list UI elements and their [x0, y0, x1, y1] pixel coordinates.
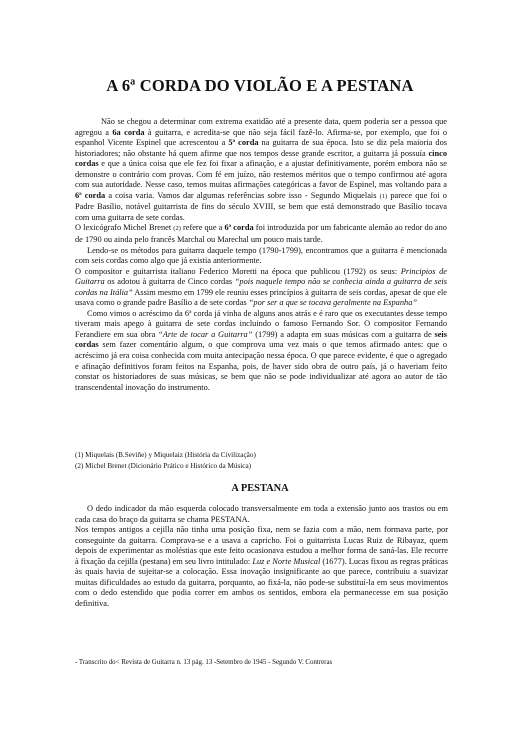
section-pestana	[75, 504, 448, 609]
text-run: na guitarra de sua época. Isto se diz pela maioria dos historiadores; não obstante há quem afirme que nos tempos desse grande escritor, a guitarra já possuía	[75, 138, 448, 158]
italic-quote: “por ser a que se tocava geralmente na Espanha”	[248, 298, 418, 308]
italic-quote: “pois naquele tempo não se conhecia ainda a guitarra de seis cordas na Itália”	[75, 277, 447, 297]
italic-title: Luz e Norte Musical	[252, 556, 321, 566]
text-run: (1677). Lucas fixou as regras práticas às quais havia de sujeitar-se a colocação. Essa inovação insignificante ao que parece, contribuiu a suavizar muitas dificuldades ao estudo da guitarra, porquanto, ao fixá-la, não pode-se substituí-la em seus movimentos com o dedo estendido que podia correr em ambos os sentidos, embora ela permanecesse em sua posição definitiva.	[75, 556, 448, 608]
bold-term: 6a corda	[112, 127, 145, 137]
bold-term: 5ª corda	[228, 138, 259, 148]
italic-title: “Arte de tocar a Guitarra”	[158, 329, 253, 339]
text-run: à guitarra, e acredita-se que não seja fácil fazê-lo. Afirma-se, por exemplo, que foi o espanhol Vicente Espinel que acrescentou a	[75, 127, 447, 148]
bold-term: 6ª corda	[75, 190, 106, 200]
text-run: O compositor e guitarrista italiano Federico Moretti na época que publicou (1792) os seus:	[75, 266, 401, 276]
paragraph-5	[75, 309, 447, 393]
section-heading-pestana: A PESTANA	[231, 483, 289, 494]
text-run: e que a única coisa que ele fez foi fixar a afinação, e a ajustar definitivamente, porém embora não se demonstre o contrário com provas. Com fé em juízo, não restemos méritos que o tempo confirmou até agora com sua autoridade. Nesse caso, temos muitas afirmações categóricas a favor de Espinel, mas voltando para a	[75, 159, 447, 190]
text-run: refere que a	[180, 223, 225, 233]
text-run: (1799) a adapta em suas músicas com a guitarra de	[252, 329, 435, 339]
footnote-ref: (2)	[173, 225, 181, 233]
text-run: foi introduzida por um fabricante alemão ao redor do ano de 1790 ou ainda pelo francês Marchal ou Marechal um pouco mais tarde.	[75, 223, 447, 245]
footnote-1: (1) Miquelais (B.Seviñe) y Miquelaiz (História da Civilização)	[75, 451, 256, 459]
paragraph-2	[75, 223, 447, 245]
bold-term: seis cordas	[75, 329, 447, 350]
source-credit: - Transcrito do< Revista de Guitarra n. 13 pág. 13 -Setembro de 1945 - Segundo V. Contreras	[75, 659, 333, 666]
paragraph-3: Lendo-se os métodos para guitarra daquele tempo (1790-1799), encontramos que a guitarra é mencionada com seis cordas como algo que já existia anteriormente.	[75, 245, 447, 266]
text-run: sem fazer comentário algum, o que comprova uma vez mais o que temos afirmado antes: que o acréscimo já era coisa conhecida com muita antecipação nessa época. O que parece evidente, é que o agregado e afinação definitivos foram feitos na Espanha, pois, de haver sido obra de outro país, já o haveriam feito constar os historiadores de suas músicas, se bem que não se pode individualizar até agora ao autor de tão transcendental inovação do instrumento.	[75, 340, 447, 392]
text-run: a coisa varia. Vamos dar algumas referências sobre isso - Segundo Miquelais	[105, 190, 380, 200]
text-run: Como vimos o acréscimo da 6ª corda já vinha de alguns anos atrás e é raro que os executantes desse tempo tiveram mais apego à guitarra de sete cordas incluindo o famoso Fernando Sor. O compositor Fernando Ferandiere em sua obra	[75, 308, 447, 339]
text-run: O lexicógrafo Michel Brenet	[75, 223, 174, 233]
text-run: parece que foi o Padre Basílio, notável guitarrista de fins do século XVIII, se bem que está demonstrado que Basílio tocava com uma guitarra de sete cordas.	[75, 190, 447, 222]
section-six-string	[75, 117, 447, 393]
paragraph-1	[75, 117, 447, 223]
footnotes	[75, 450, 447, 471]
text-run: Nos tempos antigos a cejilla não tinha uma posição fixa, nem se fazia com a mão, nem formava parte, por conseguinte da guitarra. Comprava-se e a usava a capricho. Foi o guitarrista Lucas Ruiz de Ribayaz, quem depois de experimentar as moléstias que este feito ocasionava estudou a melhor forma de saná-las. Ele recorre à fixação da cejilla (pestana) em seu livro intitulado:	[75, 525, 448, 566]
bold-term: cinco cordas	[75, 148, 447, 169]
page-title: A 6ª CORDA DO VIOLÃO E A PESTANA	[106, 76, 414, 95]
bold-term: 6ª corda	[224, 223, 254, 233]
text-run: os adotou à guitarra de Cinco cordas	[104, 277, 235, 287]
paragraph-6: O dedo indicador da mão esquerda colocado transversalmente em toda a extensão junto aos trastos ou em cada casa do braço da guitarra se chama PESTANA.	[75, 504, 448, 524]
paragraph-4	[75, 267, 447, 309]
footnote-ref: (1)	[379, 192, 388, 200]
text-run: Assim mesmo em 1799 ele reuniu esses princípios à guitarra de seis cordas, apesar de que ele usava como o grande padre Basílio a de sete cordas	[75, 287, 447, 308]
paragraph-7	[75, 525, 448, 609]
text-run: Não se chegou a determinar com extrema exatidão até a presente data, quem poderia ser a pessoa que agregou a	[75, 117, 447, 137]
italic-title: Principios de Guitarra	[75, 266, 447, 287]
footnote-2: (2) Michel Brenet (Dicionário Prático e Histórico da Música)	[75, 461, 252, 470]
